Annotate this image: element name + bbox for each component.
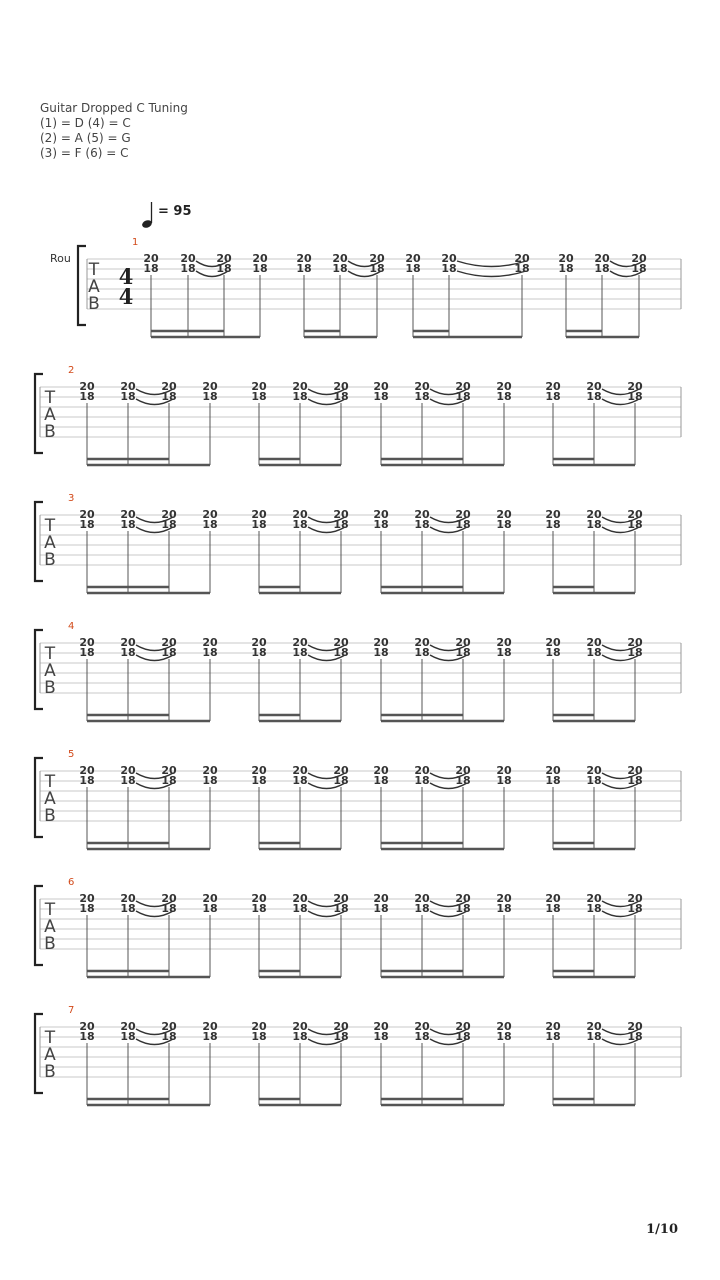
fret-number-bottom: 18 xyxy=(586,1030,602,1043)
fret-number-bottom: 18 xyxy=(251,774,267,787)
fret-number-bottom: 18 xyxy=(455,518,471,531)
fret-number-top: 20 xyxy=(79,1020,95,1033)
fret-number-top: 20 xyxy=(514,252,530,265)
tab-system xyxy=(35,749,681,849)
fret-number-top: 20 xyxy=(455,764,471,777)
fret-number-top: 20 xyxy=(373,1020,389,1033)
fret-number-bottom: 18 xyxy=(631,262,647,275)
fret-number-top: 20 xyxy=(251,380,267,393)
tuning-line-2: (2) = A (5) = G xyxy=(40,131,131,145)
tab-system xyxy=(35,365,681,465)
fret-number-top: 20 xyxy=(251,892,267,905)
fret-number-top: 20 xyxy=(79,636,95,649)
fret-number-bottom: 18 xyxy=(296,262,312,275)
fret-number-top: 20 xyxy=(373,636,389,649)
fret-number-top: 20 xyxy=(496,764,512,777)
fret-number-bottom: 18 xyxy=(414,902,430,915)
fret-number-bottom: 18 xyxy=(455,1030,471,1043)
fret-number-top: 20 xyxy=(441,252,457,265)
fret-number-top: 20 xyxy=(292,764,308,777)
fret-number-top: 20 xyxy=(369,252,385,265)
fret-number-top: 20 xyxy=(414,508,430,521)
fret-number-bottom: 18 xyxy=(414,646,430,659)
fret-number-top: 20 xyxy=(496,1020,512,1033)
fret-number-bottom: 18 xyxy=(545,646,561,659)
fret-number-bottom: 18 xyxy=(545,518,561,531)
measure-number: 1 xyxy=(132,237,139,248)
fret-number-top: 20 xyxy=(292,508,308,521)
fret-number-top: 20 xyxy=(373,380,389,393)
fret-number-top: 20 xyxy=(586,636,602,649)
fret-number-bottom: 18 xyxy=(161,902,177,915)
fret-number-top: 20 xyxy=(79,892,95,905)
fret-number-bottom: 18 xyxy=(202,902,218,915)
fret-number-top: 20 xyxy=(180,252,196,265)
system-bracket xyxy=(35,758,43,837)
measure-number: 5 xyxy=(68,749,75,760)
fret-number-bottom: 18 xyxy=(586,518,602,531)
fret-number-bottom: 18 xyxy=(292,518,308,531)
tempo-value: = 95 xyxy=(158,204,192,219)
fret-number-top: 20 xyxy=(586,1020,602,1033)
fret-number-top: 20 xyxy=(202,380,218,393)
fret-number-top: 20 xyxy=(627,636,643,649)
fret-number-top: 20 xyxy=(627,508,643,521)
fret-number-bottom: 18 xyxy=(496,902,512,915)
fret-number-top: 20 xyxy=(120,636,136,649)
fret-number-top: 20 xyxy=(161,636,177,649)
fret-number-top: 20 xyxy=(251,508,267,521)
fret-number-bottom: 18 xyxy=(414,774,430,787)
fret-number-bottom: 18 xyxy=(373,646,389,659)
tab-clef-letter: A xyxy=(44,533,56,553)
fret-number-top: 20 xyxy=(333,380,349,393)
fret-number-bottom: 18 xyxy=(545,902,561,915)
fret-number-bottom: 18 xyxy=(545,390,561,403)
tab-clef-letter: B xyxy=(44,1062,56,1082)
fret-number-bottom: 18 xyxy=(202,1030,218,1043)
fret-number-top: 20 xyxy=(455,892,471,905)
tab-clef-letter: B xyxy=(44,550,56,570)
fret-number-top: 20 xyxy=(558,252,574,265)
fret-number-bottom: 18 xyxy=(627,1030,643,1043)
fret-number-bottom: 18 xyxy=(369,262,385,275)
fret-number-bottom: 18 xyxy=(414,518,430,531)
fret-number-top: 20 xyxy=(120,508,136,521)
fret-number-top: 20 xyxy=(405,252,421,265)
tab-clef-letter: B xyxy=(44,678,56,698)
fret-number-bottom: 18 xyxy=(373,902,389,915)
tab-clef-letter: A xyxy=(44,661,56,681)
fret-number-top: 20 xyxy=(545,508,561,521)
fret-number-bottom: 18 xyxy=(373,518,389,531)
fret-number-bottom: 18 xyxy=(455,390,471,403)
fret-number-top: 20 xyxy=(143,252,159,265)
fret-number-top: 20 xyxy=(586,892,602,905)
fret-number-top: 20 xyxy=(627,1020,643,1033)
system-bracket xyxy=(35,502,43,581)
fret-number-top: 20 xyxy=(202,508,218,521)
fret-number-bottom: 18 xyxy=(496,774,512,787)
fret-number-bottom: 18 xyxy=(405,262,421,275)
fret-number-top: 20 xyxy=(455,508,471,521)
fret-number-top: 20 xyxy=(79,508,95,521)
fret-number-top: 20 xyxy=(120,764,136,777)
fret-number-top: 20 xyxy=(161,764,177,777)
measure-number: 3 xyxy=(68,493,75,504)
fret-number-bottom: 18 xyxy=(292,646,308,659)
fret-number-bottom: 18 xyxy=(455,902,471,915)
fret-number-top: 20 xyxy=(414,1020,430,1033)
fret-number-bottom: 18 xyxy=(251,390,267,403)
fret-number-bottom: 18 xyxy=(496,518,512,531)
fret-number-bottom: 18 xyxy=(292,390,308,403)
fret-number-top: 20 xyxy=(296,252,312,265)
fret-number-bottom: 18 xyxy=(161,1030,177,1043)
fret-number-bottom: 18 xyxy=(545,774,561,787)
fret-number-bottom: 18 xyxy=(496,390,512,403)
fret-number-top: 20 xyxy=(333,636,349,649)
tab-clef-letter: B xyxy=(44,934,56,954)
fret-number-top: 20 xyxy=(414,892,430,905)
fret-number-bottom: 18 xyxy=(202,518,218,531)
fret-number-bottom: 18 xyxy=(333,390,349,403)
fret-number-bottom: 18 xyxy=(414,1030,430,1043)
fret-number-bottom: 18 xyxy=(120,902,136,915)
fret-number-bottom: 18 xyxy=(627,646,643,659)
fret-number-top: 20 xyxy=(373,892,389,905)
fret-number-bottom: 18 xyxy=(594,262,610,275)
tab-clef-letter: T xyxy=(44,644,56,664)
tab-clef-letter: T xyxy=(44,1028,56,1048)
fret-number-top: 20 xyxy=(594,252,610,265)
tuning-title: Guitar Dropped C Tuning xyxy=(40,101,188,115)
fret-number-top: 20 xyxy=(292,380,308,393)
fret-number-bottom: 18 xyxy=(455,774,471,787)
fret-number-top: 20 xyxy=(292,636,308,649)
system-bracket xyxy=(35,374,43,453)
fret-number-top: 20 xyxy=(455,380,471,393)
fret-number-top: 20 xyxy=(373,508,389,521)
system-bracket xyxy=(35,630,43,709)
fret-number-bottom: 18 xyxy=(292,902,308,915)
fret-number-top: 20 xyxy=(496,892,512,905)
fret-number-top: 20 xyxy=(496,508,512,521)
fret-number-bottom: 18 xyxy=(180,262,196,275)
fret-number-top: 20 xyxy=(252,252,268,265)
time-signature-bottom: 4 xyxy=(118,284,134,309)
fret-number-bottom: 18 xyxy=(202,646,218,659)
fret-number-bottom: 18 xyxy=(496,646,512,659)
fret-number-bottom: 18 xyxy=(79,1030,95,1043)
fret-number-bottom: 18 xyxy=(373,1030,389,1043)
fret-number-bottom: 18 xyxy=(120,774,136,787)
tab-system xyxy=(35,493,681,593)
fret-number-top: 20 xyxy=(545,380,561,393)
fret-number-top: 20 xyxy=(455,636,471,649)
page-number: 1/10 xyxy=(646,1222,678,1237)
fret-number-bottom: 18 xyxy=(496,1030,512,1043)
fret-number-top: 20 xyxy=(292,1020,308,1033)
fret-number-top: 20 xyxy=(627,380,643,393)
tab-system xyxy=(35,877,681,977)
fret-number-top: 20 xyxy=(333,508,349,521)
fret-number-top: 20 xyxy=(161,508,177,521)
fret-number-bottom: 18 xyxy=(161,390,177,403)
fret-number-bottom: 18 xyxy=(586,390,602,403)
measure-number: 7 xyxy=(68,1005,75,1016)
fret-number-bottom: 18 xyxy=(373,774,389,787)
fret-number-bottom: 18 xyxy=(143,262,159,275)
fret-number-bottom: 18 xyxy=(161,646,177,659)
fret-number-top: 20 xyxy=(586,508,602,521)
fret-number-bottom: 18 xyxy=(332,262,348,275)
fret-number-top: 20 xyxy=(545,636,561,649)
fret-number-bottom: 18 xyxy=(627,774,643,787)
fret-number-top: 20 xyxy=(120,380,136,393)
fret-number-bottom: 18 xyxy=(455,646,471,659)
fret-number-top: 20 xyxy=(120,892,136,905)
fret-number-bottom: 18 xyxy=(79,902,95,915)
fret-number-bottom: 18 xyxy=(586,646,602,659)
fret-number-top: 20 xyxy=(333,892,349,905)
measure-number: 4 xyxy=(68,621,75,632)
fret-number-top: 20 xyxy=(586,764,602,777)
fret-number-bottom: 18 xyxy=(252,262,268,275)
tab-clef-letter: B xyxy=(88,294,100,314)
fret-number-top: 20 xyxy=(120,1020,136,1033)
measure-number: 6 xyxy=(68,877,75,888)
fret-number-bottom: 18 xyxy=(586,774,602,787)
fret-number-bottom: 18 xyxy=(292,1030,308,1043)
fret-number-top: 20 xyxy=(333,1020,349,1033)
tuning-line-1: (1) = D (4) = C xyxy=(40,116,131,130)
fret-number-bottom: 18 xyxy=(79,518,95,531)
tab-clef-letter: A xyxy=(44,917,56,937)
fret-number-top: 20 xyxy=(545,764,561,777)
tab-system xyxy=(35,1005,681,1105)
fret-number-bottom: 18 xyxy=(627,902,643,915)
fret-number-top: 20 xyxy=(545,892,561,905)
fret-number-top: 20 xyxy=(414,764,430,777)
fret-number-bottom: 18 xyxy=(79,646,95,659)
fret-number-top: 20 xyxy=(455,1020,471,1033)
fret-number-bottom: 18 xyxy=(216,262,232,275)
fret-number-top: 20 xyxy=(216,252,232,265)
fret-number-bottom: 18 xyxy=(251,646,267,659)
fret-number-bottom: 18 xyxy=(120,1030,136,1043)
fret-number-top: 20 xyxy=(496,636,512,649)
fret-number-top: 20 xyxy=(202,764,218,777)
fret-number-bottom: 18 xyxy=(120,390,136,403)
fret-number-top: 20 xyxy=(202,1020,218,1033)
tab-clef-letter: B xyxy=(44,422,56,442)
fret-number-bottom: 18 xyxy=(627,390,643,403)
fret-number-top: 20 xyxy=(202,636,218,649)
fret-number-top: 20 xyxy=(545,1020,561,1033)
fret-number-bottom: 18 xyxy=(545,1030,561,1043)
fret-number-top: 20 xyxy=(292,892,308,905)
tab-system xyxy=(35,621,681,721)
fret-number-top: 20 xyxy=(202,892,218,905)
tab-clef-letter: A xyxy=(44,405,56,425)
fret-number-bottom: 18 xyxy=(79,390,95,403)
fret-number-top: 20 xyxy=(373,764,389,777)
tab-clef-letter: T xyxy=(44,388,56,408)
fret-number-top: 20 xyxy=(161,380,177,393)
tab-clef-letter: A xyxy=(44,789,56,809)
system-bracket xyxy=(35,886,43,965)
fret-number-bottom: 18 xyxy=(333,1030,349,1043)
fret-number-bottom: 18 xyxy=(333,518,349,531)
tab-system xyxy=(78,237,681,337)
fret-number-bottom: 18 xyxy=(333,902,349,915)
fret-number-bottom: 18 xyxy=(202,390,218,403)
fret-number-bottom: 18 xyxy=(161,518,177,531)
fret-number-bottom: 18 xyxy=(627,518,643,531)
fret-number-bottom: 18 xyxy=(202,774,218,787)
fret-number-top: 20 xyxy=(161,892,177,905)
fret-number-bottom: 18 xyxy=(333,774,349,787)
tuning-line-3: (3) = F (6) = C xyxy=(40,146,129,160)
tab-clef-letter: T xyxy=(44,772,56,792)
fret-number-top: 20 xyxy=(251,764,267,777)
measure-number: 2 xyxy=(68,365,75,376)
fret-number-bottom: 18 xyxy=(161,774,177,787)
track-label: Rou xyxy=(50,252,71,265)
fret-number-top: 20 xyxy=(251,636,267,649)
fret-number-top: 20 xyxy=(586,380,602,393)
fret-number-bottom: 18 xyxy=(292,774,308,787)
fret-number-bottom: 18 xyxy=(441,262,457,275)
tab-clef-letter: A xyxy=(44,1045,56,1065)
fret-number-top: 20 xyxy=(627,764,643,777)
fret-number-top: 20 xyxy=(627,892,643,905)
fret-number-top: 20 xyxy=(332,252,348,265)
systems-container xyxy=(35,237,681,1105)
fret-number-top: 20 xyxy=(79,764,95,777)
system-bracket xyxy=(78,246,86,325)
fret-number-top: 20 xyxy=(333,764,349,777)
fret-number-top: 20 xyxy=(251,1020,267,1033)
fret-number-top: 20 xyxy=(414,380,430,393)
fret-number-bottom: 18 xyxy=(120,518,136,531)
fret-number-bottom: 18 xyxy=(414,390,430,403)
fret-number-bottom: 18 xyxy=(586,902,602,915)
fret-number-top: 20 xyxy=(496,380,512,393)
fret-number-bottom: 18 xyxy=(373,390,389,403)
fret-number-bottom: 18 xyxy=(251,518,267,531)
tab-clef-letter: T xyxy=(88,260,100,280)
fret-number-bottom: 18 xyxy=(333,646,349,659)
fret-number-top: 20 xyxy=(79,380,95,393)
fret-number-top: 20 xyxy=(414,636,430,649)
system-bracket xyxy=(35,1014,43,1093)
time-signature-top: 4 xyxy=(118,264,134,289)
tab-clef-letter: T xyxy=(44,900,56,920)
fret-number-top: 20 xyxy=(631,252,647,265)
tab-clef-letter: T xyxy=(44,516,56,536)
fret-number-top: 20 xyxy=(161,1020,177,1033)
fret-number-bottom: 18 xyxy=(79,774,95,787)
tempo-marking xyxy=(141,202,191,229)
tab-clef-letter: B xyxy=(44,806,56,826)
fret-number-bottom: 18 xyxy=(251,1030,267,1043)
fret-number-bottom: 18 xyxy=(251,902,267,915)
tab-clef-letter: A xyxy=(88,277,100,297)
fret-number-bottom: 18 xyxy=(558,262,574,275)
fret-number-bottom: 18 xyxy=(514,262,530,275)
fret-number-bottom: 18 xyxy=(120,646,136,659)
